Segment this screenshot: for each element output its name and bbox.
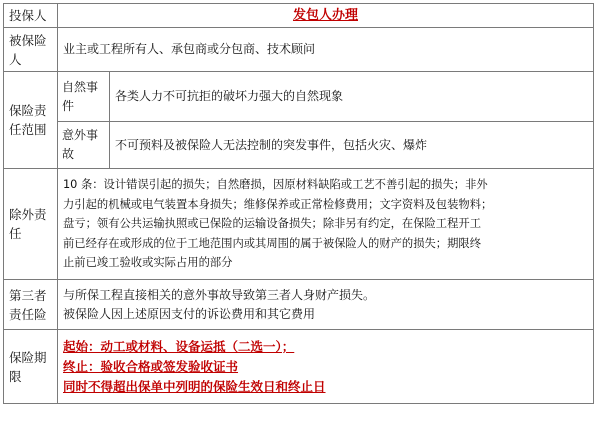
policyholder-value: 发包人办理 <box>58 4 594 28</box>
row-third-party <box>4 280 594 330</box>
accident-label: 意外事故 <box>58 122 110 169</box>
natural-event-value: 各类人力不可抗拒的破坏力强大的自然现象 <box>110 72 594 122</box>
exclusions-value <box>58 169 594 280</box>
row-exclusions <box>4 169 594 280</box>
row-policyholder <box>4 4 594 28</box>
accident-value: 不可预料及被保险人无法控制的突发事件，包括火灾、爆炸 <box>110 122 594 169</box>
insured-label: 被保险人 <box>4 28 58 72</box>
natural-event-label: 自然事件 <box>58 72 110 122</box>
exclusions-line-3: 盘亏；领有公共运输执照或已保险的运输设备损失；除非另有约定，在保险工程开工 <box>63 217 481 231</box>
row-accident <box>4 122 594 169</box>
third-party-line-2: 被保险人因上述原因支付的诉讼费用和其它费用 <box>63 306 316 321</box>
third-party-label: 第三者责任险 <box>4 280 58 330</box>
period-start: 起始：动工或材料、设备运抵（二选一）； <box>63 338 295 354</box>
exclusions-line-2: 力引起的机械或电气装置本身损失；维修保养或正常检修费用；文字资料及包装物料； <box>63 197 493 211</box>
exclusions-label: 除外责任 <box>4 169 58 280</box>
insured-value: 业主或工程所有人、承包商或分包商、技术顾问 <box>58 28 594 72</box>
exclusions-line-4: 前已经存在或形成的位于工地范围内或其周围的属于被保险人的财产的损失；期限终 <box>63 236 481 250</box>
period-limit: 同时不得超出保单中列明的保险生效日和终止日 <box>63 378 326 394</box>
period-label: 保险期限 <box>4 330 58 404</box>
exclusions-line-5: 止前已竣工验收或实际占用的部分 <box>63 256 233 270</box>
policyholder-label: 投保人 <box>4 4 58 28</box>
third-party-line-1: 与所保工程直接相关的意外事故导致第三者人身财产损失。 <box>63 287 376 302</box>
period-end: 终止：验收合格或签发验收证书 <box>63 358 239 374</box>
exclusions-line-1: 10 条：设计错误引起的损失；自然磨损，因原材料缺陷或工艺不善引起的损失；非外 <box>63 178 488 192</box>
row-natural-event <box>4 72 594 122</box>
row-insured <box>4 28 594 72</box>
period-value <box>58 330 594 404</box>
third-party-value <box>58 280 594 330</box>
coverage-label: 保险责任范围 <box>4 72 58 169</box>
insurance-table <box>3 3 594 404</box>
row-period <box>4 330 594 404</box>
